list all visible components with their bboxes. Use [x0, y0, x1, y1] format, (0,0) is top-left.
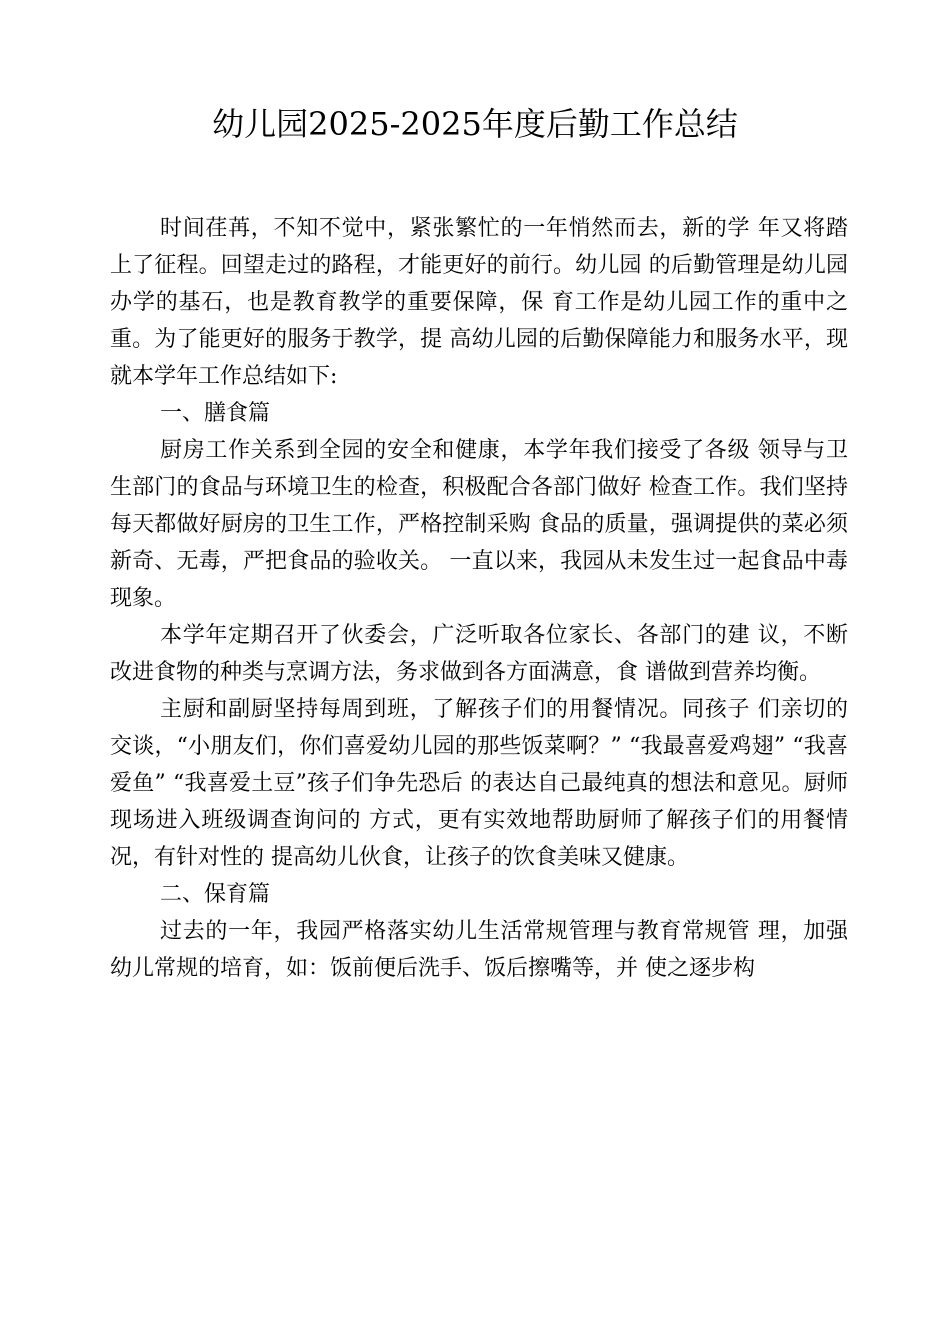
paragraph-kitchen: 厨房工作关系到全园的安全和健康，本学年我们接受了各级 领导与卫生部门的食品与环境卫生的检查，积极配合各部门做好 检查工作。我们坚持每天都做好厨房的卫生工作，严格控制采购 食品的质量，强调提供的菜必须新奇、无毒，严把食品的验收关。 一直以来，我园从未发生过一起食品中毒现象。 — [110, 438, 848, 611]
paragraph-committee: 本学年定期召开了伙委会，广泛听取各位家长、各部门的建 议，不断改进食物的种类与烹调方法，务求做到各方面满意，食 谱做到营养均衡。 — [110, 623, 848, 685]
document-body — [110, 210, 848, 987]
paragraph-routine: 过去的一年，我园严格落实幼儿生活常规管理与教育常规管 理，加强幼儿常规的培育，如：饭前便后洗手、饭后擦嘴等，并 使之逐步构 — [110, 919, 848, 981]
paragraph-chef-visits: 主厨和副厨坚持每周到班，了解孩子们的用餐情况。同孩子 们亲切的交谈，“小朋友们，你们喜爱幼儿园的那些饭菜啊？” “我最喜爱鸡翅” “我喜爱鱼” “我喜爱土豆”孩子们争先恐后 的表达自己最纯真的想法和意见。厨师现场进入班级调查询问的 方式，更有实效地帮助厨师了解孩子们的用餐情况，有针对性的 提高幼儿伙食，让孩子的饮食美味又健康。 — [110, 697, 848, 870]
section-heading-food: 一、膳食篇 — [160, 401, 271, 426]
document-title: 幼儿园2025-2025年度后勤工作总结 — [212, 105, 738, 143]
paragraph-intro: 时间荏苒，不知不觉中，紧张繁忙的一年悄然而去，新的学 年又将踏上了征程。回望走过的路程，才能更好的前行。幼儿园 的后勤管理是幼儿园办学的基石，也是教育教学的重要保障，保 育工作是幼儿园工作的重中之重。为了能更好的服务于教学，提 高幼儿园的后勤保障能力和服务水平，现就本学年工作总结如下: — [110, 216, 848, 389]
section-heading-care: 二、保育篇 — [160, 882, 271, 907]
